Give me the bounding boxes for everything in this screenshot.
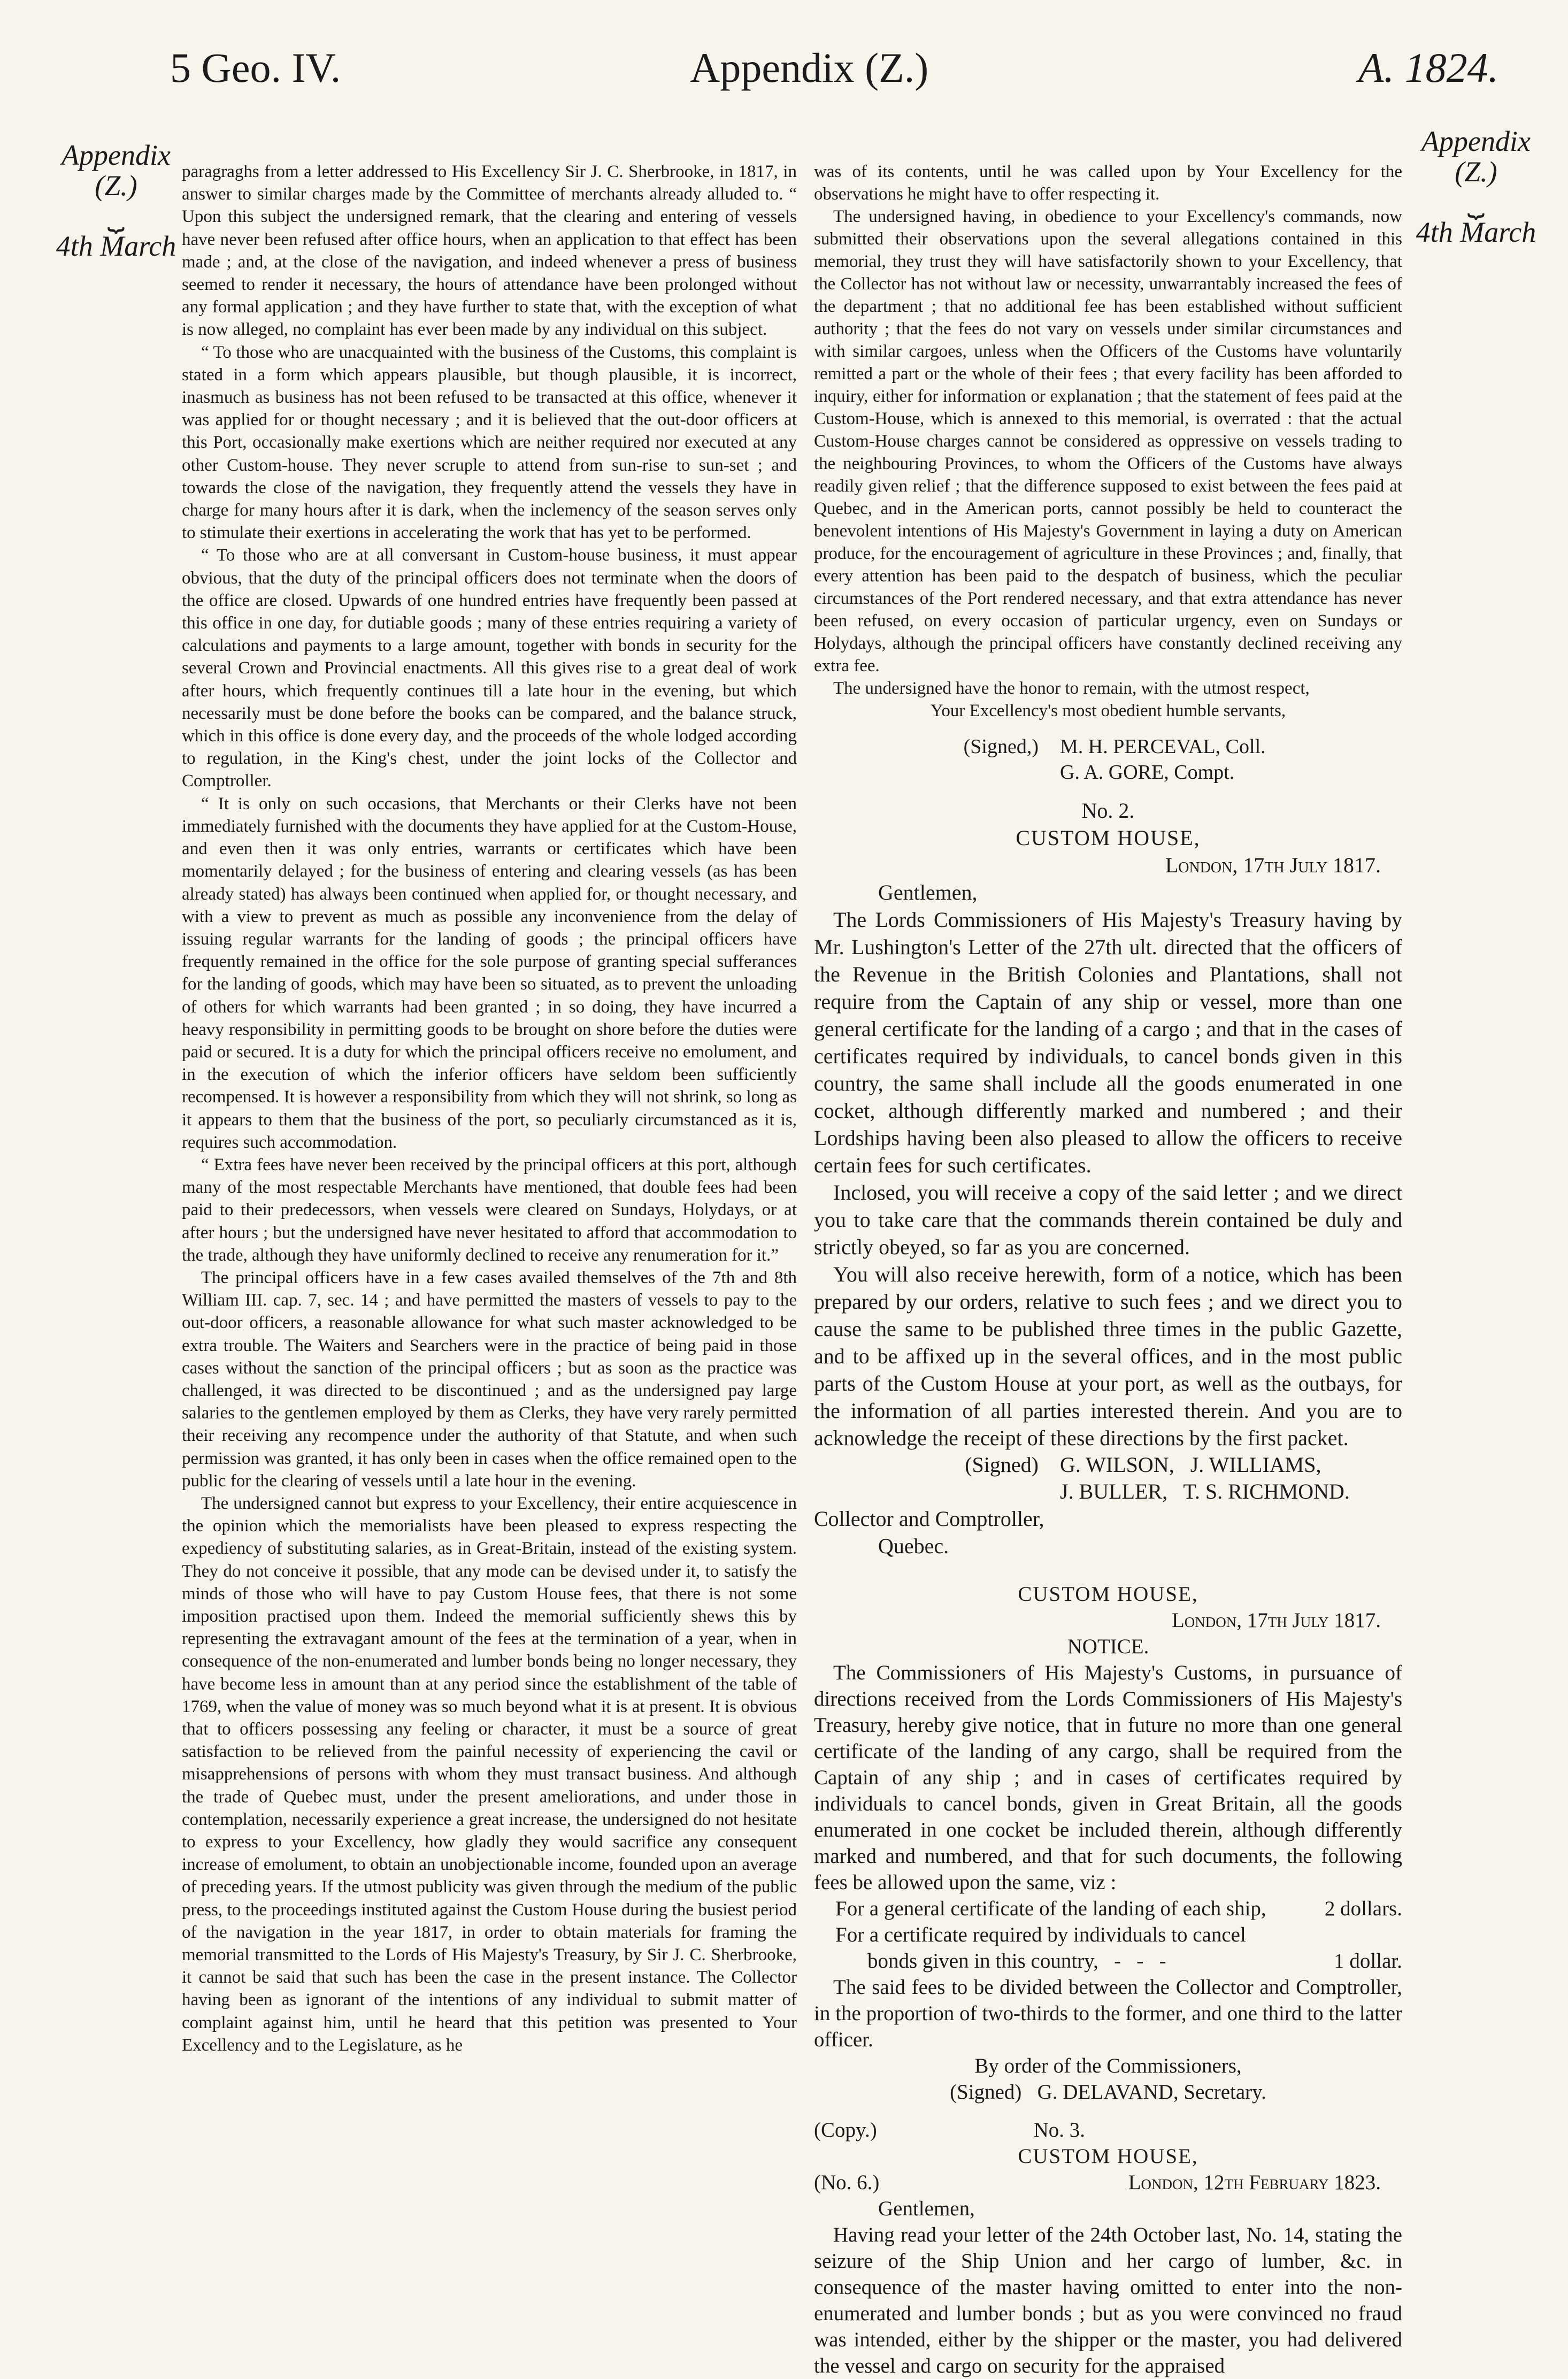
notice-signature: (Signed) G. DELAVAND, Secretary.: [950, 2081, 1266, 2104]
paragraph: “ Extra fees have never been received by the principal officers at this port, although many of the most respectable Merchants have mentioned, that double fees had been paid to their predecessors, when vessels were cleared on Sundays, Holydays, or at after hours ; but the undersigned have never hesitated to afford that accommodation to the trade, although they have uniformly declined to receive any renumeration for it.”: [182, 1155, 797, 1265]
paragraph: “ To those who are at all conversant in Custom-house business, it must appear obvious, that the duty of the principal officers does not terminate when the doors of the office are closed. Upwards of one hundred entries have frequently been passed at this office in one day, for dutiable goods ; many of these entries requiring a variety of calculations and payments to a large amount, together with bonds in security for the several Crown and Provincial enactments. All this gives rise to a great deal of work after hours, which frequently continues till a late hour in the evening, but which necessarily must be done before the books can be compared, and the balance struck, which in this office is done every day, and the proceeds of the whole lodged according to regulation, in the King's chest, under the joint locks of the Collector and Comptroller.: [182, 546, 797, 791]
signer-name: G. A. GORE, Compt.: [1060, 761, 1235, 784]
left-column: [182, 160, 797, 2364]
salutation: Gentlemen,: [878, 2197, 975, 2220]
letter-no-2: [814, 797, 1402, 1560]
margin-note-appendix: Appendix: [62, 139, 171, 171]
fee-row: [814, 1895, 1402, 1922]
signer-names: G. WILSON, J. WILLIAMS,: [1060, 1453, 1321, 1477]
paragraph: Having read your letter of the 24th October last, No. 14, stating the seizure of the Ship Union and her cargo of lumber, &c. in consequence of the master having omitted to enter into the non-enumerated and lumber bonds ; but as you were convinced no fraud was intended, either by the shipper or the master, you had delivered the vessel and cargo on security for the appraised: [814, 2223, 1402, 2377]
fee-label: For a general certificate of the landing of each ship,: [835, 1897, 1266, 1920]
letter-number: No. 2.: [1081, 799, 1135, 823]
paragraph: The undersigned have the honor to remain, with the utmost respect,: [833, 679, 1310, 698]
signed-label: (Signed,): [963, 735, 1039, 758]
brace-icon: ⏟: [1467, 186, 1485, 218]
paragraph: paragraghs from a letter addressed to His Excellency Sir J. C. Sherbrooke, in 1817, in answer to similar charges made by the Committee of merchants already alluded to. “ Upon this subject the undersigned remark, that the clearing and entering of vessels have never been refused after office hours, when an application to that effect has been made ; and, at the close of the navigation, and indeed whenever a press of business seemed to render it necessary, the hours of attendance have been prolonged without any formal application ; and they have further to state that, with the exception of what is now alleged, no complaint has ever been made by any individual on this subject.: [182, 162, 797, 340]
fee-value: 2 dollars.: [1324, 1897, 1402, 1920]
addressee-line: Collector and Comptroller,: [814, 1507, 1044, 1531]
notice-heading: CUSTOM HOUSE,: [1018, 1583, 1198, 1606]
right-column: [814, 160, 1402, 2377]
notice-title: NOTICE.: [1067, 1635, 1149, 1658]
dateline: London, 17th July 1817.: [1171, 1609, 1381, 1632]
fee-label: For a certificate required by individuals to cancel: [835, 1923, 1246, 1946]
margin-note-date: 4th March: [1416, 216, 1536, 249]
paragraph: The Commissioners of His Majesty's Customs, in pursuance of directions received from the Lords Commissioners of His Majesty's Treasury, hereby give notice, that in future no more than one general certificate of the landing of any cargo, shall be required from the Captain of any ship ; and in cases of certificates required by individuals to cancel bonds, given in Great Britain, all the goods enumerated in one cocket be included therein, although differently marked and numbered, and that for such documents, the following fees be allowed upon the same, viz :: [814, 1661, 1402, 1894]
fee-label: bonds given in this country, - - -: [867, 1950, 1166, 1973]
signer-names: J. BULLER, T. S. RICHMOND.: [1060, 1479, 1350, 1503]
addressee-line: Quebec.: [878, 1534, 949, 1558]
fee-row: [814, 1948, 1402, 1974]
margin-note-left: [49, 140, 183, 262]
order-line: By order of the Commissioners,: [974, 2054, 1242, 2077]
paragraph: The undersigned cannot but express to your Excellency, their entire acquiescence in the opinion which the memorialists have been pleased to express respecting the expediency of substituting salaries, as in Great-Britain, instead of the existing system. They do not conceive it possible, that any mode can be devised under it, to satisfy the minds of those who will have to pay Custom House fees, that there is not some imposition practised upon them. Indeed the memorial sufficiently shews this by representing the extravagant amount of the fees at the termination of a year, when in consequence of the non-enumerated and lumber bonds being no longer necessary, they have become less in amount than at any period since the establishment of the table of 1769, when the value of money was so much beyond what it is at present. It is obvious that to officers possessing any feeling or character, it must be a source of great satisfaction to be relieved from the painful necessity of experiencing the cavil or misapprehensions of persons with whom they must transact business. And although the trade of Quebec must, under the present ameliorations, and under those in contemplation, necessarily experience a great increase, the undersigned do not hesitate to express to your Excellency, how gladly they would sacrifice any consequent increase of emolument, to obtain an unobjectionable income, founded upon an average of preceding years. If the utmost publicity was given through the medium of the public press, to the proceedings instituted against the Custom House during the busiest period of the navigation in the year 1817, in order to obtain materials for framing the memorial transmitted to the Lords of His Majesty's Treasury, by Sir J. C. Sherbrooke, it cannot be said that such has been the case in the present instance. The Collector having been as ignorant of the intentions of any individual to submit matter of complaint against him, until he heard that this petition was presented to Your Excellency and to the Legislature, as he: [182, 1493, 797, 2055]
brace-icon: ⏟: [107, 199, 125, 232]
signed-label: (Signed): [965, 1453, 1039, 1477]
margin-note-date: 4th March: [56, 230, 176, 263]
signature-block: [814, 734, 1402, 785]
copy-label: (Copy.): [814, 2119, 877, 2142]
paragraph: “ To those who are unacquainted with the business of the Customs, this complaint is stated in a form which appears plausible, but though plausible, it is incorrect, inasmuch as business has not been refused to be transacted at this office, whenever it was applied for or thought necessary ; and it is believed that the out-door officers at this Port, occasionally make exertions which are neither required nor executed at any other Custom-house. They never scruple to attend from sun-rise to sun-set ; and towards the close of the navigation, they frequently attend the vessels they have in charge for many hours after it is dark, when the inclemency of the season serves only to stimulate their exertions in accelerating the work that has yet to be performed.: [182, 342, 797, 543]
dateline: London, 17th July 1817.: [1165, 853, 1381, 877]
paragraph: The Lords Commissioners of His Majesty's Treasury having by Mr. Lushington's Letter of the 27th ult. directed that the officers of the Revenue in the British Colonies and Plantations, shall not require from the Captain of any ship or vessel, more than one general certificate for the landing of a cargo ; and that in the cases of certificates required by individuals, to cancel bonds given in this country, the same shall include all the goods enumerated in one cocket, although differently marked and numbered ; and their Lordships having been also pleased to allow the officers to receive certain fees for such certificates.: [814, 908, 1402, 1177]
margin-note-right: [1401, 126, 1551, 248]
closing-line: Your Excellency's most obedient humble servants,: [930, 701, 1286, 720]
paragraph: The undersigned having, in obedience to your Excellency's commands, now submitted their observations upon the several allegations contained in this memorial, they trust they will have satisfactorily shown to your Excellency, that the Collector has not without law or necessity, unwarrantably increased the fees of the department ; that no additional fee has been established without sufficient authority ; that the fees do not vary on vessels under similar circumstances and with similar cargoes, unless when the Officers of the Customs have voluntarily remitted a part or the whole of their fees ; that every facility has been afforded to inquiry, either for information or explanation ; that the statement of fees paid at the Custom-House, which is annexed to this memorial, is overrated : that the actual Custom-House charges cannot be considered as oppressive on vessels trading to the neighbouring Provinces, to whom the Officers of the Customs have always readily given relief ; that the difference supposed to exist between the fees paid at Quebec, and in the American ports, cannot possibly be held to counteract the benevolent intentions of His Majesty's Government in laying a duty on American produce, for the encouragement of agriculture in these Provinces ; and, finally, that every attention has been paid to the despatch of business, which the peculiar circumstances of the Port rendered necessary, and that extra attendance has never been refused, on every occasion of particular urgency, even on Sundays or Holydays, although the principal officers have constantly declined receiving any extra fee.: [814, 207, 1402, 676]
letter-no-3: [814, 2117, 1402, 2379]
paragraph: Inclosed, you will receive a copy of the said letter ; and we direct you to take care that the commands therein contained be duly and strictly obeyed, so far as you are concerned.: [814, 1180, 1402, 1259]
reference-number: (No. 6.): [814, 2171, 880, 2194]
margin-note-z: (Z.): [1455, 155, 1497, 188]
letter-number: No. 3.: [1033, 2119, 1086, 2142]
dateline: London, 12th February 1823.: [1128, 2171, 1381, 2194]
letter-heading: CUSTOM HOUSE,: [1018, 2145, 1198, 2168]
notice-section: [814, 1581, 1402, 2105]
running-header-title: Appendix (Z.): [690, 44, 929, 91]
letter-heading: CUSTOM HOUSE,: [1016, 826, 1201, 850]
paragraph: was of its contents, until he was called upon by Your Excellency for the observations he might have to offer respecting it.: [814, 162, 1402, 204]
running-header-left: 5 Geo. IV.: [170, 44, 341, 91]
fee-row: [814, 1922, 1402, 1948]
running-header-year: A. 1824.: [1358, 44, 1499, 91]
paragraph: “ It is only on such occasions, that Merchants or their Clerks have not been immediately furnished with the documents they have applied for at the Custom-House, and even then it was only entries, warrants or certificates which have been momentarily delayed ; for the business of entering and clearing vessels (as has been already stated) has always been continued when applied for, or thought necessary, and with a view to prevent as much as possible any inconvenience from the delay of issuing regular warrants for the landing of goods ; the principal officers have frequently remained in the office for the sole purpose of granting special sufferances for the landing of goods, which may have been so situated, as to prevent the unloading of others for which warrants had been granted ; in so doing, they have incurred a heavy responsibility in permitting goods to be brought on shore before the duties were paid or secured. It is a duty for which the principal officers receive no emolument, and in the execution of which the inferior officers have seldom been sufficiently recompensed. It is however a responsibility from which they will not shrink, so long as it appears to them that the business of the port, so peculiarly circumstanced as it is, requires such accommodation.: [182, 794, 797, 1152]
paragraph: The principal officers have in a few cases availed themselves of the 7th and 8th William III. cap. 7, sec. 14 ; and have permitted the masters of vessels to pay to the out-door officers, a reasonable allowance for what such master acknowledged to be extra trouble. The Waiters and Searchers were in the practice of being paid in those cases without the sanction of the principal officers ; but as soon as the practice was challenged, it was directed to be discontinued ; and as the undersigned pay large salaries to the gentlemen employed by them as Clerks, they have very rarely permitted their receiving any recompence under the authority of that Statute, and when such permission was granted, it has only been in cases when the office remained open to the public for the clearing of vessels until a late hour in the evening.: [182, 1268, 797, 1491]
margin-note-appendix: Appendix: [1421, 125, 1531, 157]
signer-name: M. H. PERCEVAL, Coll.: [1060, 735, 1266, 758]
addressee: [814, 1505, 1402, 1560]
paragraph: You will also receive herewith, form of a notice, which has been prepared by our orders, relative to such fees ; and we direct you to cause the same to be published three times in the public Gazette, and to be affixed up in the several offices, and in the most public parts of the Custom House at your port, as well as the outbays, for the information of all parties interested therein. And you are to acknowledge the receipt of these directions by the first packet.: [814, 1262, 1402, 1450]
salutation: Gentlemen,: [878, 880, 978, 904]
signature-block: [814, 1452, 1402, 1505]
fee-value: 1 dollar.: [1334, 1950, 1402, 1973]
margin-note-z: (Z.): [95, 169, 137, 202]
continuation-section: [814, 160, 1402, 722]
paragraph: The said fees to be divided between the Collector and Comptroller, in the proportion of two-thirds to the former, and one third to the latter officer.: [814, 1976, 1402, 2051]
